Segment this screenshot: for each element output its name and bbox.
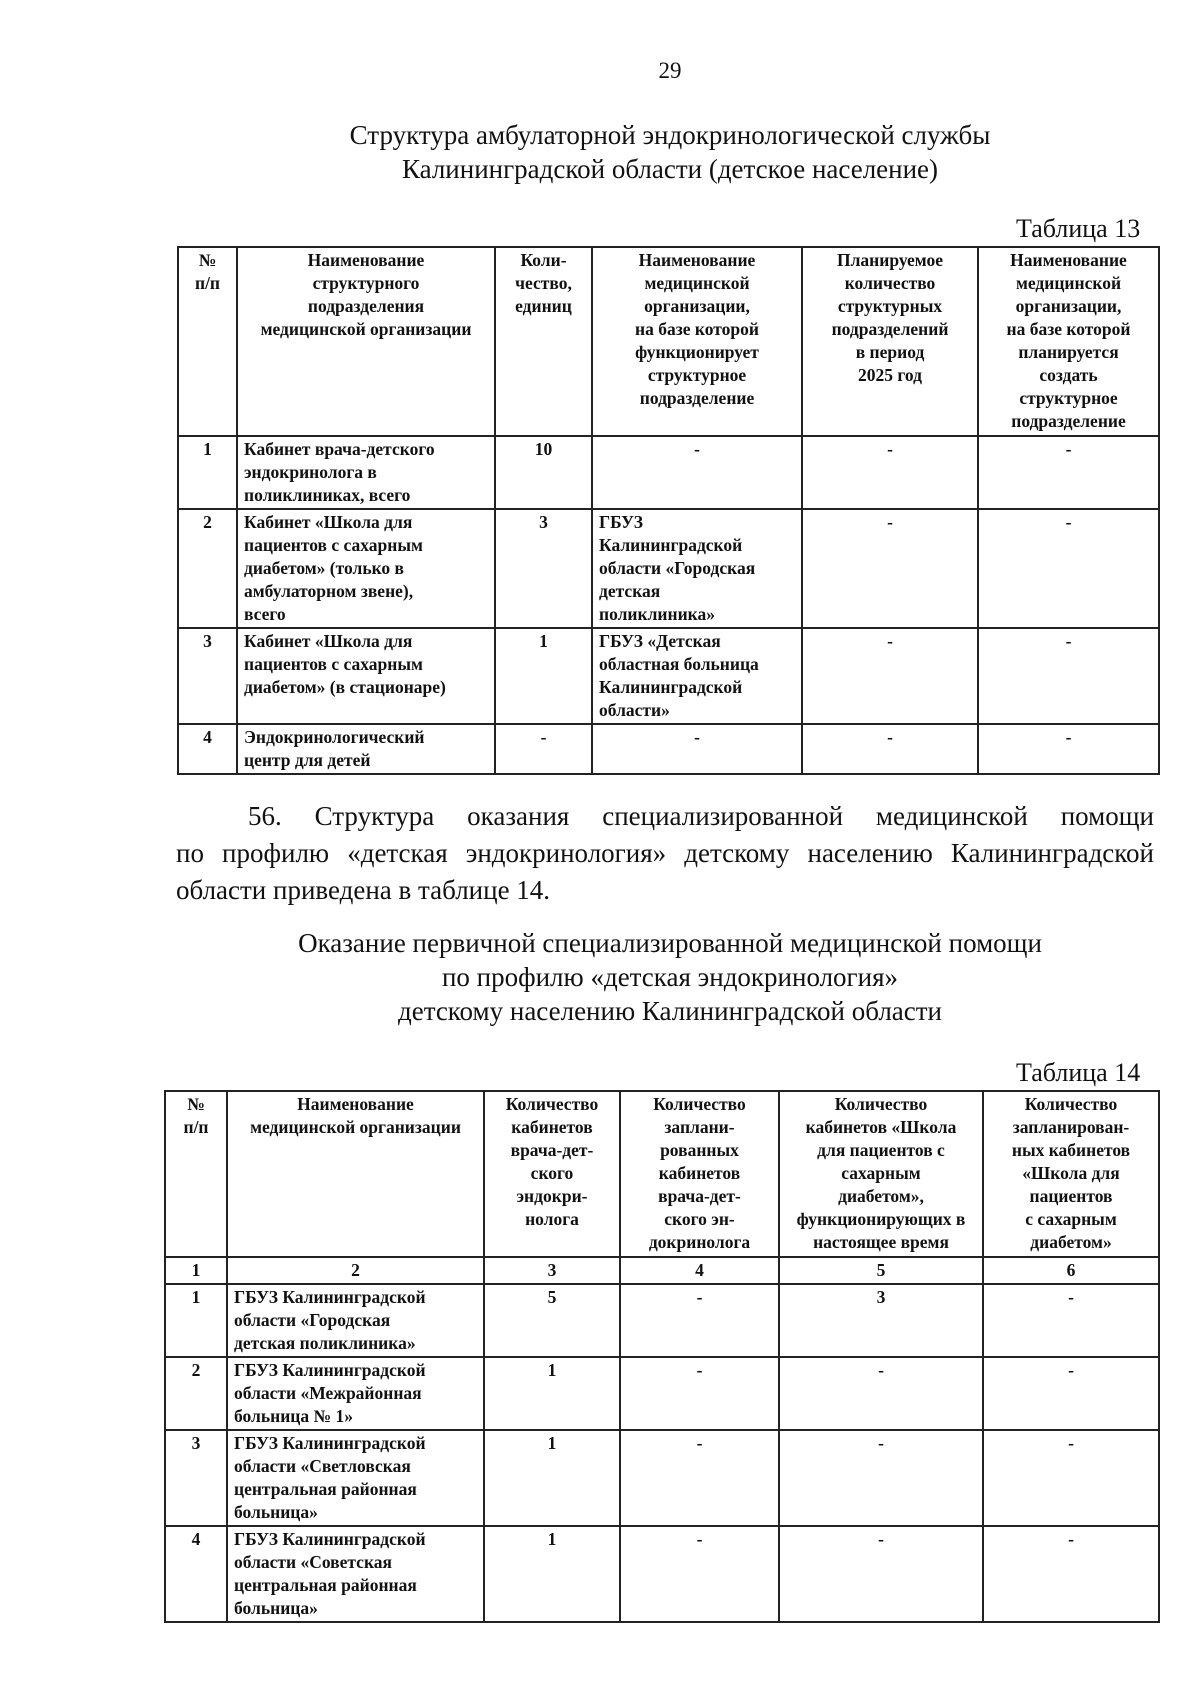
planned-diabetes-school-offices-cell: - <box>983 1357 1159 1430</box>
row-number: 3 <box>178 628 237 724</box>
organization-cell: ГБУЗ Калининградской области «Межрайонная больница № 1» <box>227 1357 484 1430</box>
column-number: 1 <box>165 1257 227 1284</box>
planned-count-cell: - <box>802 436 978 509</box>
table14-header-number: № п/п <box>165 1091 227 1257</box>
column-number: 3 <box>484 1257 620 1284</box>
page-number: 29 <box>658 58 682 83</box>
planned-organization-cell: - <box>978 628 1159 724</box>
row-number: 2 <box>178 509 237 628</box>
unit-name-cell: Кабинет «Школа для пациентов с сахарным диабетом» (в стационаре) <box>237 628 495 724</box>
organization-cell: ГБУЗ Калининградской области «Советская центральная районная больница» <box>227 1526 484 1622</box>
table-row <box>178 436 1159 509</box>
planned-endocrinologist-offices-cell: - <box>620 1430 779 1526</box>
unit-name-cell: Кабинет «Школа для пациентов с сахарным диабетом» (только в амбулаторном звене), всего <box>237 509 495 628</box>
planned-endocrinologist-offices-cell: - <box>620 1526 779 1622</box>
table13-title-line: Структура амбулаторной эндокринологической службы <box>349 120 991 150</box>
planned-endocrinologist-offices-cell: - <box>620 1284 779 1357</box>
organization-cell: ГБУЗ Калининградской области «Светловская центральная районная больница» <box>227 1430 484 1526</box>
column-number: 6 <box>983 1257 1159 1284</box>
table13-header-planned-organization: Наименование медицинской организации, на базе которой планируется создать структурное подразделение <box>978 247 1159 436</box>
table14-column-number-row <box>165 1257 1159 1284</box>
diabetes-school-offices-cell: - <box>779 1430 983 1526</box>
table-row <box>165 1430 1159 1526</box>
table14-header-row <box>165 1091 1159 1257</box>
paragraph-56 <box>176 798 1154 909</box>
unit-name-cell: Кабинет врача-детского эндокринолога в поликлиниках, всего <box>237 436 495 509</box>
row-number: 2 <box>165 1357 227 1430</box>
count-cell: 10 <box>495 436 592 509</box>
planned-diabetes-school-offices-cell: - <box>983 1526 1159 1622</box>
base-organization-cell: - <box>592 724 802 774</box>
table13-header-planned-count: Планируемое количество структурных подразделений в период 2025 год <box>802 247 978 436</box>
table14-header-organization: Наименование медицинской организации <box>227 1091 484 1257</box>
row-number: 1 <box>178 436 237 509</box>
planned-count-cell: - <box>802 509 978 628</box>
table14-title-line: по профилю «детская эндокринология» <box>441 962 899 992</box>
table13 <box>177 246 1160 775</box>
paragraph-line: по профилю «детская эндокринология» детскому населению Калининградской <box>176 838 1154 868</box>
table14 <box>164 1090 1160 1623</box>
column-number: 5 <box>779 1257 983 1284</box>
count-cell: 3 <box>495 509 592 628</box>
table14-header-planned-endocrinologist-offices: Количество заплани- рованных кабинетов врача-дет- ского эн- докринолога <box>620 1091 779 1257</box>
table-row <box>178 509 1159 628</box>
table-row <box>178 628 1159 724</box>
table-row <box>165 1357 1159 1430</box>
table13-title-line: Калининградской области (детское население) <box>401 154 939 184</box>
row-number: 4 <box>165 1526 227 1622</box>
table13-caption: Таблица 13 <box>1016 214 1141 243</box>
planned-organization-cell: - <box>978 509 1159 628</box>
planned-endocrinologist-offices-cell: - <box>620 1357 779 1430</box>
base-organization-cell: ГБУЗ «Детская областная больница Калининградской области» <box>592 628 802 724</box>
organization-cell: ГБУЗ Калининградской области «Городская детская поликлиника» <box>227 1284 484 1357</box>
table13-header-number: № п/п <box>178 247 237 436</box>
base-organization-cell: ГБУЗ Калининградской области «Городская детская поликлиника» <box>592 509 802 628</box>
table14-header-diabetes-school-offices: Количество кабинетов «Школа для пациентов с сахарным диабетом», функционирующих в настоящее время <box>779 1091 983 1257</box>
table-row <box>178 724 1159 774</box>
table-row <box>165 1284 1159 1357</box>
table13-header-count: Коли- чество, единиц <box>495 247 592 436</box>
planned-organization-cell: - <box>978 436 1159 509</box>
row-number: 1 <box>165 1284 227 1357</box>
table13-header-base-organization: Наименование медицинской организации, на базе которой функционирует структурное подразделение <box>592 247 802 436</box>
planned-count-cell: - <box>802 724 978 774</box>
endocrinologist-offices-cell: 1 <box>484 1357 620 1430</box>
diabetes-school-offices-cell: - <box>779 1526 983 1622</box>
planned-organization-cell: - <box>978 724 1159 774</box>
endocrinologist-offices-cell: 1 <box>484 1526 620 1622</box>
row-number: 4 <box>178 724 237 774</box>
table13-title <box>170 118 1170 186</box>
table14-title-line: детскому населению Калининградской области <box>397 996 943 1026</box>
endocrinologist-offices-cell: 5 <box>484 1284 620 1357</box>
table14-header-planned-diabetes-school-offices: Количество запланирован- ных кабинетов «Школа для пациентов с сахарным диабетом» <box>983 1091 1159 1257</box>
table14-header-endocrinologist-offices: Количество кабинетов врача-дет- ского эндокри- нолога <box>484 1091 620 1257</box>
planned-diabetes-school-offices-cell: - <box>983 1430 1159 1526</box>
planned-diabetes-school-offices-cell: - <box>983 1284 1159 1357</box>
count-cell: - <box>495 724 592 774</box>
table-row <box>165 1526 1159 1622</box>
table14-title-line: Оказание первичной специализированной медицинской помощи <box>298 928 1042 958</box>
diabetes-school-offices-cell: - <box>779 1357 983 1430</box>
column-number: 2 <box>227 1257 484 1284</box>
table13-header-unit-name: Наименование структурного подразделения медицинской организации <box>237 247 495 436</box>
base-organization-cell: - <box>592 436 802 509</box>
column-number: 4 <box>620 1257 779 1284</box>
paragraph-line: области приведена в таблице 14. <box>176 875 551 905</box>
row-number: 3 <box>165 1430 227 1526</box>
endocrinologist-offices-cell: 1 <box>484 1430 620 1526</box>
planned-count-cell: - <box>802 628 978 724</box>
count-cell: 1 <box>495 628 592 724</box>
unit-name-cell: Эндокринологический центр для детей <box>237 724 495 774</box>
paragraph-line: 56. Структура оказания специализированной медицинской помощи <box>248 801 1154 831</box>
table13-header-row <box>178 247 1159 436</box>
table14-title <box>170 926 1170 1028</box>
diabetes-school-offices-cell: 3 <box>779 1284 983 1357</box>
table14-caption: Таблица 14 <box>1016 1058 1141 1087</box>
